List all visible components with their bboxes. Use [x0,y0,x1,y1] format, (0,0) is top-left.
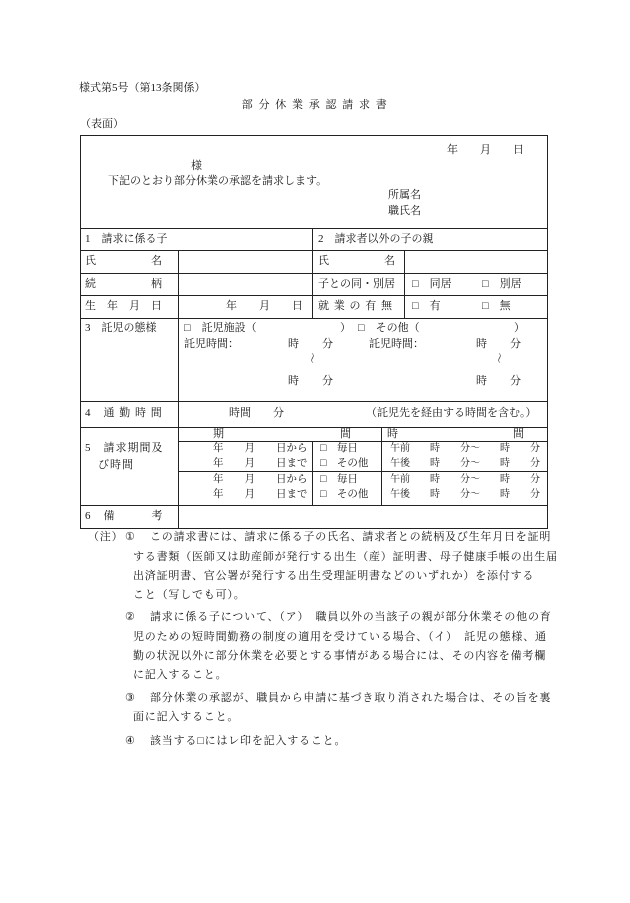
checkbox-childcare-other: □ その他（ [358,322,420,334]
note-line: 出済証明書、官公署が発行する出生受理証明書などのいずれか）を添付する [133,570,535,582]
table-rule-v [312,228,313,318]
hour-unit: 時 [476,338,487,350]
employed-label: 就 業 の 有 無 [318,300,393,312]
remarks-label: 6 備 考 [85,510,164,522]
table-rule-h [80,273,547,274]
period-time: 午前 時 分〜 時 分 [390,474,540,485]
childcare-time-label: 託児時間： [369,338,424,350]
commute-label: 4 通 勤 時 間 [85,407,163,419]
period-time: 午後 時 分〜 時 分 [390,489,540,500]
childcare-label: 3 託児の態様 [85,322,157,334]
birth-date: 年 月 日 [226,300,303,312]
minute-unit: 分 [510,338,521,350]
cohabit-label: 子との同・別居 [318,278,395,290]
note-line: 部分休業の承認が、職員から申請に基づき取り消された場合は、その旨を裏 [150,692,552,704]
commute-note: （託児先を経由する時間を含む。） [366,407,537,419]
table-rule-h [80,228,547,229]
checkbox-period-option: □ その他 [320,458,369,469]
table-rule-v [404,250,405,318]
affiliation-label: 所属名 [388,189,421,201]
note-line: 該当する□にはレ印を記入すること。 [150,735,347,747]
period-date: 年 月 日から [213,443,308,454]
table-rule-h [178,441,547,442]
name-label: 職氏名 [388,205,421,217]
minute-unit: 分 [322,338,333,350]
minute-unit: 分 [510,375,521,387]
hour-unit: 時 [288,375,299,387]
form-number: 様式第5号（第13条関係） [79,82,206,94]
period-date: 年 月 日から [213,474,308,485]
table-rule-h [80,505,547,506]
form-side: （表面） [80,118,124,130]
relation-label: 続 柄 [85,278,162,290]
period-header: 期 [213,428,224,440]
form-title: 部 分 休 業 承 認 請 求 書 [241,99,389,111]
note-line: 勤の状況以外に部分休業を必要とする事情がある場合には、その内容を備考欄 [133,650,546,662]
note-line: 児のための短時間勤務の制度の適用を受けている場合、（イ） 託児の態様、通 [133,631,547,643]
request-statement: 下記のとおり部分休業の承認を請求します。 [108,175,328,187]
table-rule-h [80,427,547,428]
close-paren: ） [514,322,525,334]
note-line: 請求に係る子について、（ア） 職員以外の当該子の親が部分休業その他の育 [150,611,552,623]
table-rule-h [178,471,547,472]
parent-name-label: 氏 名 [318,255,395,267]
table-rule-h [80,401,547,402]
table-rule-v [312,441,313,505]
table-rule-h [80,318,547,319]
checkbox-cohabit-separate: □ 別居 [482,278,522,290]
range-mark-glyph: 〜 [305,352,318,364]
child-heading: 1 請求に係る子 [85,233,168,245]
period-date: 年 月 日まで [213,489,308,500]
other-parent-heading: 2 請求者以外の子の親 [318,233,434,245]
note-line: この請求書には、請求に係る子の氏名、請求者との続柄及び生年月日を証明 [150,531,552,543]
child-name-label: 氏 名 [85,255,162,267]
period-time: 午前 時 分〜 時 分 [390,443,540,454]
range-mark [493,352,504,364]
childcare-time-label: 託児時間： [184,338,239,350]
note-marker: ① [125,531,136,543]
range-mark [306,352,317,364]
period-date: 年 月 日まで [213,458,308,469]
note-marker: ④ [125,735,136,747]
checkbox-childcare-facility: □ 託児施設（ [184,322,257,334]
period-time: 午後 時 分〜 時 分 [390,458,540,469]
checkbox-period-option: □ 毎日 [320,474,358,485]
note-line: こと（写しでも可）。 [133,589,246,601]
range-mark-glyph: 〜 [492,352,505,364]
notes-prefix: （注） [88,531,124,543]
time-header: 時 [387,428,398,440]
checkbox-employed-yes: □ 有 [412,300,441,312]
hour-unit: 時 [476,375,487,387]
birth-label: 生 年 月 日 [85,300,162,312]
checkbox-cohabit-together: □ 同居 [412,278,452,290]
period-label-line1: 5 請求期間及 [85,442,164,454]
minute-unit: 分 [322,375,333,387]
close-paren: ） [340,322,351,334]
note-line: に記入すること。 [133,669,228,681]
checkbox-employed-no: □ 無 [482,300,511,312]
time-header: 間 [513,428,524,440]
table-rule-h [80,295,547,296]
request-date: 年 月 日 [447,144,524,156]
period-label-line2: び時間 [98,459,134,471]
note-marker: ② [125,611,136,623]
note-marker: ③ [125,692,136,704]
table-rule-h [80,250,547,251]
table-rule-v [381,427,382,505]
period-header: 間 [340,428,351,440]
hour-unit: 時 [288,338,299,350]
checkbox-period-option: □ その他 [320,489,369,500]
note-line: 面に記入すること。 [133,711,240,723]
addressee-suffix: 様 [191,160,202,172]
note-line: する書類（医師又は助産師が発行する出生（産）証明書、母子健康手帳の出生届 [133,551,558,563]
table-rule-v [178,250,179,528]
commute-duration: 時間 分 [229,407,284,419]
checkbox-period-option: □ 毎日 [320,443,358,454]
